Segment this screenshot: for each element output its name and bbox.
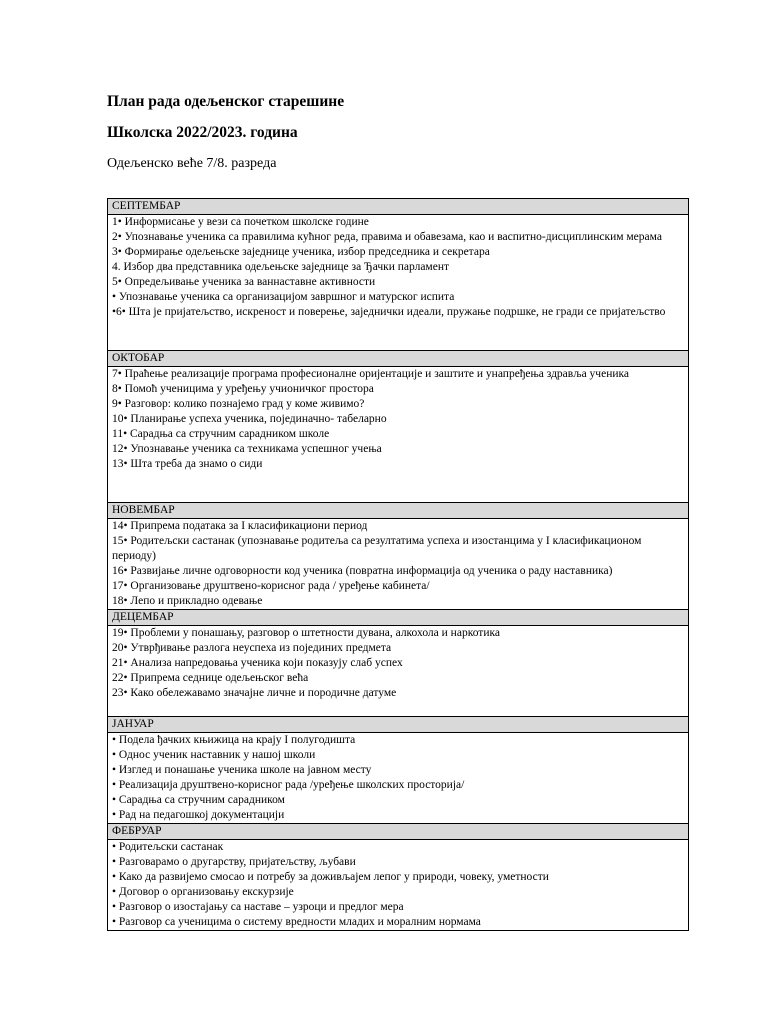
document-title: План рада одељенског старешине: [107, 93, 345, 110]
activity-item: 4. Избор два представника одељењске заједнице за Ђачки парламент: [112, 261, 449, 273]
activity-item: • Сарадња са стручним сарадником: [112, 794, 285, 806]
month-activities-row: [108, 367, 689, 503]
activity-item: 8• Помоћ ученицима у уређењу учионичког простора: [112, 383, 374, 395]
activity-item: • Реализација друштвено-корисног рада /уређење школских просторија/: [112, 779, 465, 791]
activity-item: • Родитељски састанак: [112, 841, 224, 853]
month-name: СЕПТЕМБАР: [108, 199, 689, 215]
month-activities: [108, 733, 689, 824]
activity-item: 20• Утврђивање разлога неуспеха из појединих предмета: [112, 642, 392, 654]
activity-item: • Рад на педагошкој документацији: [112, 809, 285, 821]
activity-item: 15• Родитељски састанак (упознавање родитеља са резултатима успеха и изостанцима у I класификационом периоду): [112, 535, 642, 562]
activity-item: 5• Опредељивање ученика за ваннаставне активности: [112, 276, 376, 288]
month-header-row: [108, 717, 689, 733]
activity-item: 1• Информисање у вези са почетком школске године: [112, 216, 369, 228]
activity-item: • Изглед и понашање ученика школе на јавном месту: [112, 764, 372, 776]
activity-item: 19• Проблеми у понашању, разговор о штетности дувана, алкохола и наркотика: [112, 627, 500, 639]
monthly-plan-table: [107, 198, 689, 931]
month-activities-row: [108, 733, 689, 824]
activity-item: 18• Лепо и прикладно одевање: [112, 595, 263, 607]
activity-item: 14• Припрема података за I класификациони период: [112, 520, 368, 532]
activity-item: 22• Припрема седнице одељењског већа: [112, 672, 309, 684]
month-header-row: [108, 199, 689, 215]
activity-item: 13• Шта треба да знамо о сиди: [112, 458, 263, 470]
activity-item: • Разговор о изостајању са наставе – узроци и предлог мера: [112, 901, 404, 913]
month-header-row: [108, 503, 689, 519]
month-activities: [108, 367, 689, 503]
activity-item: 12• Упознавање ученика са техникама успешног учења: [112, 443, 382, 455]
month-header-row: [108, 824, 689, 840]
month-header-row: [108, 610, 689, 626]
activity-item: 9• Разговор: колико познајемо град у коме живимо?: [112, 398, 365, 410]
month-name: ЈАНУАР: [108, 717, 689, 733]
month-activities-row: [108, 840, 689, 931]
class-council-subtitle: Одељенско веће 7/8. разреда: [107, 156, 277, 171]
activity-item: • Разговарамо о другарству, пријатељству, љубави: [112, 856, 356, 868]
school-year-heading: Школска 2022/2023. година: [107, 124, 298, 141]
month-name: ОКТОБАР: [108, 351, 689, 367]
activity-item: 17• Организовање друштвено-корисног рада / уређење кабинета/: [112, 580, 430, 592]
activity-item: • Разговор са ученицима о систему вредности младих и моралним нормама: [112, 916, 481, 928]
activity-item: • Како да развијемо смосао и потребу за доживљајем лепог у природи, човеку, уметности: [112, 871, 549, 883]
activity-item: 23• Како обележавамо значајне личне и породичне датуме: [112, 687, 397, 699]
month-name: НОВЕМБАР: [108, 503, 689, 519]
activity-item: 21• Анализа напредовања ученика који показују слаб успех: [112, 657, 403, 669]
month-name: ФЕБРУАР: [108, 824, 689, 840]
month-activities: [108, 626, 689, 717]
activity-item: • Однос ученик наставник у нашој школи: [112, 749, 316, 761]
activity-item: 7• Праћење реализације програма професионалне оријентације и заштите и унапређења здравља ученика: [112, 368, 630, 380]
activity-item: •6• Шта је пријатељство, искреност и поверење, заједнички идеали, пружање подршке, не гради се пријатељство: [112, 306, 666, 318]
activity-item: • Подела ђачких књижица на крају I полугодишта: [112, 734, 356, 746]
month-header-row: [108, 351, 689, 367]
activity-item: 11• Сарадња са стручним сарадником школе: [112, 428, 330, 440]
activity-item: 16• Развијање личне одговорности код ученика (повратна информација од ученика о раду наставника): [112, 565, 613, 577]
month-activities-row: [108, 519, 689, 610]
month-activities-row: [108, 626, 689, 717]
month-name: ДЕЦЕМБАР: [108, 610, 689, 626]
activity-item: 2• Упознавање ученика са правилима кућног реда, правима и обавезама, као и васпитно-дисциплинским мерама: [112, 231, 662, 243]
month-activities: [108, 840, 689, 931]
activity-item: 3• Формирање одељењске заједнице ученика, избор председника и секретара: [112, 246, 490, 258]
activity-item: 10• Планирање успеха ученика, појединачно- табеларно: [112, 413, 387, 425]
month-activities-row: [108, 215, 689, 351]
activity-item: • Договор о организовању екскурзије: [112, 886, 294, 898]
month-activities: [108, 215, 689, 351]
month-activities: [108, 519, 689, 610]
activity-item: • Упознавање ученика са организацијом завршног и матурског испита: [112, 291, 455, 303]
